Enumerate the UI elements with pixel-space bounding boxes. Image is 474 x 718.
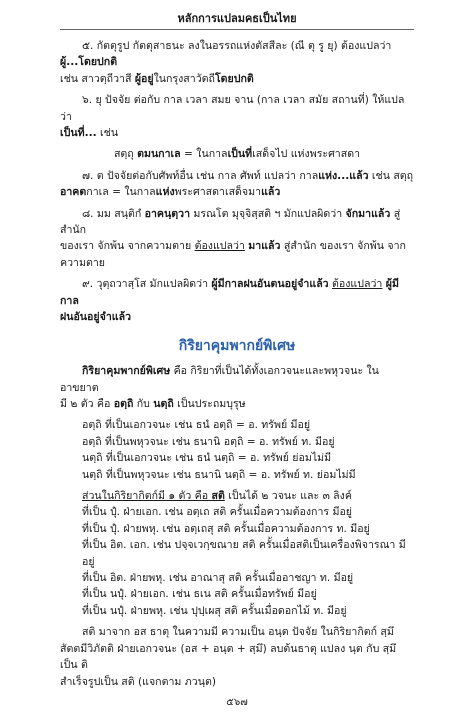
kitaka-heading: ส่วนในกิริยากิตก์มี ๑ ตัว คือ สติ เป็นได้ ๒ วจนะ และ ๓ ลิงค์ (82, 490, 352, 503)
item-5-line-2: เช่น สาวตฺถีวาสี ผู้อยู่ในกรุงสาวัตถีโดยปกติ (60, 72, 254, 85)
kitaka-row: ที่เป็น ปุํ. ฝ่ายเอก. เช่น อตฺเถ สติ ครั้นเมื่อความต้องการ มีอยู่ (82, 506, 353, 519)
section-intro-line-1: กิริยาคุมพากย์พิเศษ คือ กิริยาที่เป็นได้ทั้งเอกวจนะและพหุวจนะ ในอาขยาต (60, 365, 379, 394)
kitaka-row: ที่เป็น นปุํ. ฝ่ายเอก. เช่น ธเน สติ ครั้นเมื่อทรัพย์ มีอยู่ (82, 588, 317, 601)
kitaka-row: ที่เป็น นปุํ. ฝ่ายพหุ. เช่น ปุปฺเผสุ สติ ครั้นเมื่อดอกไม้ ท. มีอยู่ (82, 604, 347, 617)
item-7-line-1: ๗. ต ปัจจัยต่อกับศัพท์อื่น เช่น กาล ศัพท์ แปลว่า กาลแห่ง...แล้ว เช่น สตฺถุ (82, 169, 414, 182)
page-body (60, 38, 414, 690)
example-line: นตฺถิ ที่เป็นเอกวจนะ เช่น ธนํ นตฺถิ = อ. ทรัพย์ ย่อมไม่มี (82, 452, 332, 465)
example-line: นตฺถิ ที่เป็นพหุวจนะ เช่น ธนานิ นตฺถิ = อ. ทรัพย์ ท. ย่อมไม่มี (82, 468, 356, 481)
item-9-line-1: ๙. วุตฺถวาสฺโส มักแปลผิดว่า ผู้มีกาลฝนอันตนอยู่จำแล้ว ต้องแปลว่า ผู้มีกาล (60, 278, 399, 307)
item-9-line-2: ฝนอันอยู่จำแล้ว (60, 311, 132, 324)
item-7-line-2: อาคตกาเล = ในกาลแห่งพระศาสดาเสด็จมาแล้ว (60, 186, 281, 199)
item-6-line-2: เป็นที่... เช่น (60, 127, 119, 140)
kitaka-row: ที่เป็น ปุํ. ฝ่ายพหุ. เช่น อตฺเถสุ สติ ครั้นเมื่อความต้องการ ท. มีอยู่ (82, 522, 370, 535)
running-header: หลักการแปลมคธเป็นไทย (60, 10, 414, 30)
item-5-line-1: ๕. กัตตุรูป กัตตุสาธนะ ลงในอรรถแห่งตัสสีละ (ณี ตุ รู ยุ) ต้องแปลว่า ผู้...โดยปกติ (60, 40, 392, 69)
example-line: อตฺถิ ที่เป็นพหุวจนะ เช่น ธนานิ อตฺถิ = อ. ทรัพย์ ท. มีอยู่ (82, 435, 335, 448)
section-intro-line-2: มี ๒ ตัว คือ อตฺถิ กับ นตฺถิ เป็นประถมบุรุษ (60, 398, 246, 410)
closing-line-2: สัตตมีวิภัตติ ฝ่ายเอกวจนะ (อส + อนฺต + สฺมึ) ลบต้นธาตุ แปลง นฺต กับ สฺมึ เป็น ติ (60, 642, 397, 672)
example-line: อตฺถิ ที่เป็นเอกวจนะ เช่น ธนํ อตฺถิ = อ. ทรัพย์ มีอยู่ (82, 419, 311, 432)
section-title: กิริยาคุมพากย์พิเศษ (178, 337, 296, 354)
item-6-example: สตฺถุ ตมนกาเล = ในกาลเป็นที่เสด็จไป แห่งพระศาสดา (113, 148, 361, 161)
kitaka-row: ที่เป็น อิต. เอก. เช่น ปจฺจเวกฺขณาย สติ ครั้นเมื่อสติเป็นเครื่องพิจารณา มีอยู่ (82, 539, 406, 568)
kitaka-row: ที่เป็น อิต. ฝ่ายพหุ. เช่น อาณาสุ สติ ครั้นเมื่ออาชญา ท. มีอยู่ (82, 572, 354, 585)
item-8-line-1: ๘. มม สนฺติกํ อาคนฺตฺวา มรณโต มุจฺจิสฺสติ ฯ มักแปลผิดว่า จักมาแล้ว สู่สำนัก (60, 207, 401, 237)
page-number: ๕๖๗ (226, 696, 248, 708)
item-8-line-2: ของเรา จักพ้น จากความตาย ต้องแปลว่า มาแล้ว สู่สำนัก ของเรา จักพ้น จากความตาย (60, 240, 406, 269)
closing-line-1: สติ มาจาก อส ธาตุ ในความมี ความเป็น อนฺต ปัจจัย ในกิริยากิตก์ สฺมึ (82, 626, 394, 639)
closing-line-3: สำเร็จรูปเป็น สติ (แจกตาม ภวนฺต) (60, 675, 216, 688)
item-6-line-1: ๖. ยุ ปัจจัย ต่อกับ กาล เวลา สมย จาน (กาล เวลา สมัย สถานที่) ให้แปลว่า (60, 94, 405, 123)
